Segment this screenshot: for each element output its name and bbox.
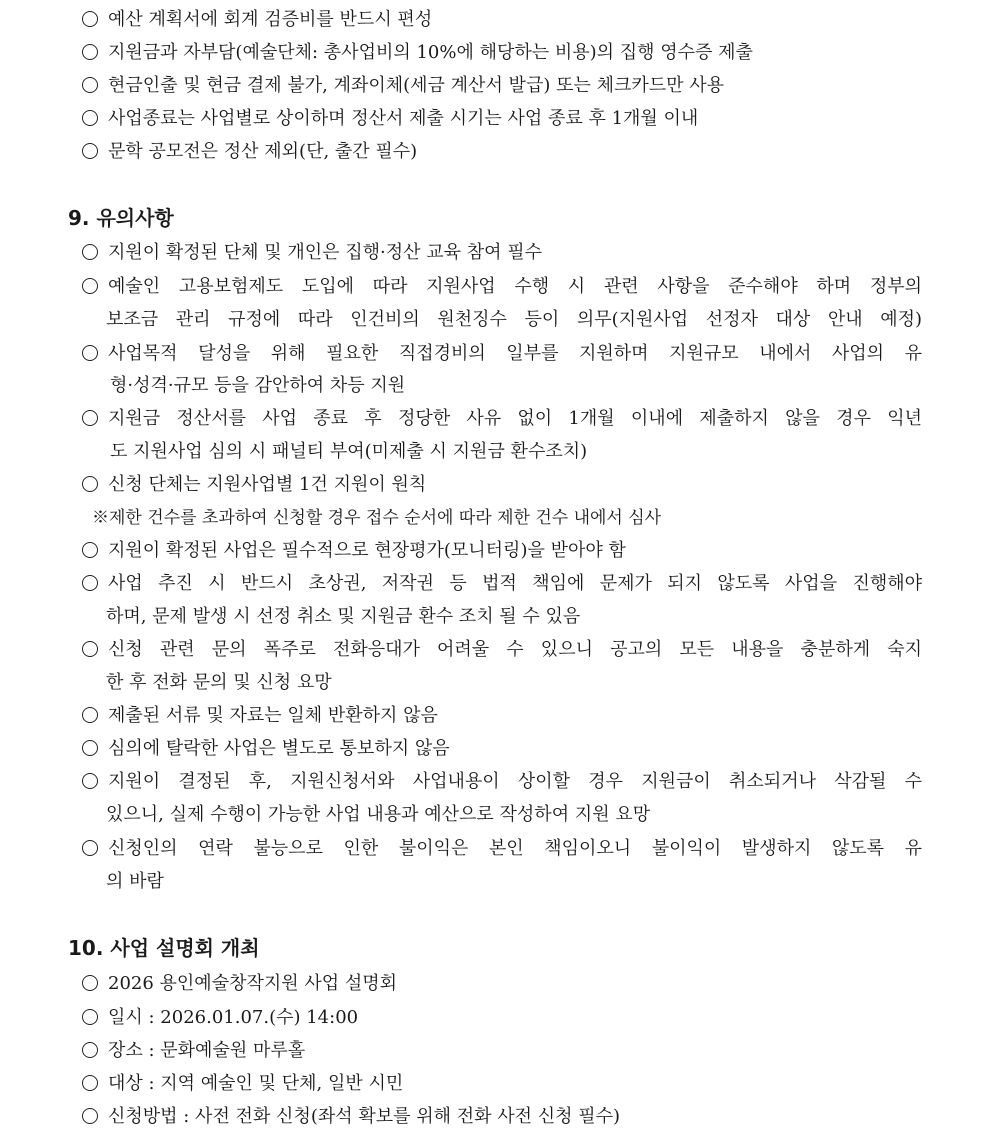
list-item: 예산 계획서에 회계 검증비를 반드시 편성 (82, 9, 922, 31)
circle-bullet-icon (82, 244, 98, 260)
list-item: 신청 단체는 지원사업별 1건 지원이 원칙 (82, 474, 922, 496)
list-item: 일시 : 2026.01.07.(수) 14:00 (82, 1007, 922, 1029)
list-item: 대상 : 지역 예술인 및 단체, 일반 시민 (82, 1073, 922, 1095)
list-item: 문학 공모전은 정산 제외(단, 출간 필수) (82, 141, 922, 163)
list-item-continuation: 형·성격·규모 등을 감안하여 차등 지원 (110, 375, 406, 396)
list-item: 사업종료는 사업별로 상이하며 정산서 제출 시기는 사업 종료 후 1개월 이내 (82, 108, 922, 130)
list-item-continuation: 한 후 전화 문의 및 신청 요망 (106, 672, 332, 693)
list-item: 장소 : 문화예술원 마루홀 (82, 1040, 922, 1062)
circle-bullet-icon (82, 773, 98, 789)
list-item: 사업목적 달성을 위해 필요한 직접경비의 일부를 지원하며 지원규모 내에서 사업의 유 (82, 343, 922, 365)
circle-bullet-icon (82, 143, 98, 159)
circle-bullet-icon (82, 1042, 98, 1058)
circle-bullet-icon (82, 110, 98, 126)
circle-bullet-icon (82, 641, 98, 657)
list-item: 지원이 결정된 후, 지원신청서와 사업내용이 상이할 경우 지원금이 취소되거나 삭감될 수 (82, 771, 922, 793)
list-item-continuation: 의 바람 (106, 871, 164, 892)
list-item: 사업 추진 시 반드시 초상권, 저작권 등 법적 책임에 문제가 되지 않도록 사업을 진행해야 (82, 573, 922, 595)
list-item: 심의에 탈락한 사업은 별도로 통보하지 않음 (82, 738, 922, 760)
circle-bullet-icon (82, 1108, 98, 1124)
list-item: 지원금과 자부담(예술단체: 총사업비의 10%에 해당하는 비용)의 집행 영수증 제출 (82, 42, 922, 64)
circle-bullet-icon (82, 1075, 98, 1091)
circle-bullet-icon (82, 77, 98, 93)
circle-bullet-icon (82, 278, 98, 294)
circle-bullet-icon (82, 1009, 98, 1025)
list-item: 예술인 고용보험제도 도입에 따라 지원사업 수행 시 관련 사항을 준수해야 하며 정부의 (82, 276, 922, 298)
list-item-continuation: 도 지원사업 심의 시 패널티 부여(미제출 시 지원금 환수조치) (110, 441, 588, 462)
list-item-continuation: 보조금 관리 규정에 따라 인건비의 원천징수 등이 의무(지원사업 선정자 대상 안내 예정) (106, 309, 922, 330)
circle-bullet-icon (82, 840, 98, 856)
list-item: 신청 관련 문의 폭주로 전화응대가 어려울 수 있으니 공고의 모든 내용을 충분하게 숙지 (82, 639, 922, 661)
circle-bullet-icon (82, 575, 98, 591)
circle-bullet-icon (82, 542, 98, 558)
circle-bullet-icon (82, 44, 98, 60)
list-item: 신청방법 : 사전 전화 신청(좌석 확보를 위해 전화 사전 신청 필수) (82, 1106, 922, 1128)
circle-bullet-icon (82, 476, 98, 492)
circle-bullet-icon (82, 975, 98, 991)
list-item: 지원이 확정된 사업은 필수적으로 현장평가(모니터링)을 받아야 함 (82, 540, 922, 562)
circle-bullet-icon (82, 11, 98, 27)
list-item: 지원금 정산서를 사업 종료 후 정당한 사유 없이 1개월 이내에 제출하지 않을 경우 익년 (82, 408, 922, 430)
list-item-continuation: 있으니, 실제 수행이 가능한 사업 내용과 예산으로 작성하여 지원 요망 (106, 804, 651, 825)
list-item: 신청인의 연락 불능으로 인한 불이익은 본인 책임이오니 불이익이 발생하지 않도록 유 (82, 838, 922, 860)
list-item-continuation: 하며, 문제 발생 시 선정 취소 및 지원금 환수 조치 될 수 있음 (106, 606, 581, 627)
circle-bullet-icon (82, 740, 98, 756)
list-item: 현금인출 및 현금 결제 불가, 계좌이체(세금 계산서 발급) 또는 체크카드만 사용 (82, 75, 922, 97)
note-text: ※제한 건수를 초과하여 신청할 경우 접수 순서에 따라 제한 건수 내에서 심사 (92, 508, 662, 528)
list-item: 지원이 확정된 단체 및 개인은 집행·정산 교육 참여 필수 (82, 242, 922, 264)
section-heading: 9. 유의사항 (68, 206, 174, 230)
section-heading: 10. 사업 설명회 개최 (68, 936, 260, 960)
circle-bullet-icon (82, 707, 98, 723)
circle-bullet-icon (82, 345, 98, 361)
circle-bullet-icon (82, 410, 98, 426)
list-item: 제출된 서류 및 자료는 일체 반환하지 않음 (82, 705, 922, 727)
list-item: 2026 용인예술창작지원 사업 설명회 (82, 973, 922, 995)
